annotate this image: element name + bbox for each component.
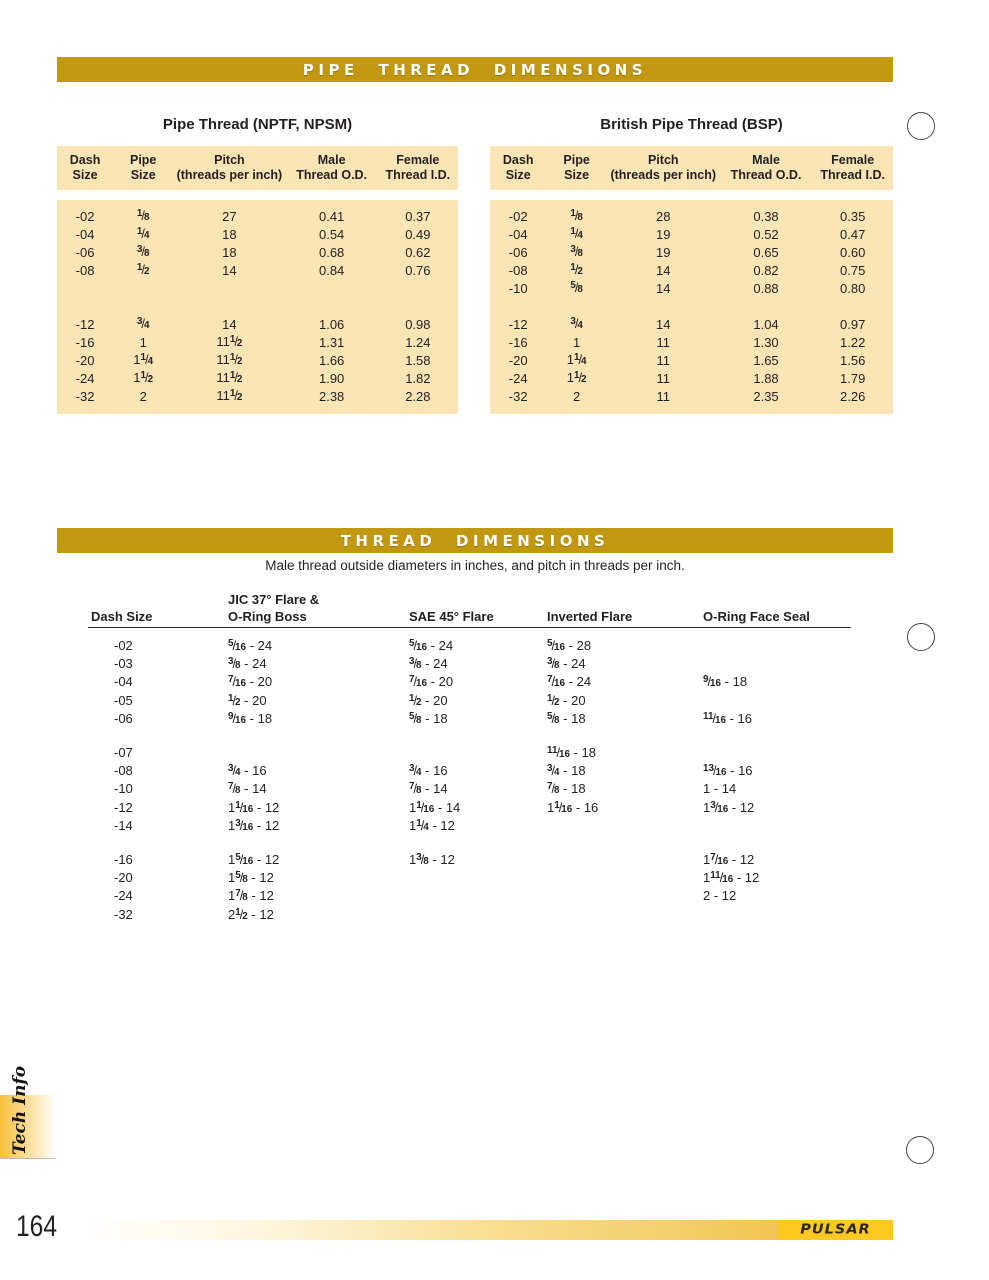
pipe-table-0 bbox=[57, 146, 458, 414]
table-cell: -04 bbox=[114, 674, 133, 690]
table-cell: 1.82 bbox=[405, 370, 431, 386]
table-cell: -20 bbox=[75, 352, 95, 368]
table-cell: 0.52 bbox=[753, 226, 779, 242]
table-cell: 0.37 bbox=[405, 208, 431, 224]
table-cell: 1 - 14 bbox=[703, 781, 737, 797]
table-cell: 19 bbox=[656, 244, 671, 260]
table-row bbox=[57, 207, 458, 225]
table-cell: 1.90 bbox=[318, 370, 345, 386]
table-cell: -02 bbox=[508, 208, 528, 224]
table-cell: $^1$/8 bbox=[136, 208, 150, 224]
table-cell: 0.80 bbox=[840, 280, 866, 296]
table-cell: 1.04 bbox=[753, 316, 779, 332]
table-cell: -32 bbox=[508, 388, 528, 404]
tech-info-tab-label: Tech Info bbox=[10, 1065, 30, 1155]
table-row bbox=[88, 780, 851, 798]
table-cell: 14 bbox=[656, 262, 671, 278]
pipe-table-header-row bbox=[490, 146, 893, 190]
table-row bbox=[57, 333, 458, 351]
table-row bbox=[88, 817, 851, 835]
table-cell: -07 bbox=[114, 744, 133, 760]
table-cell: 1$^7$/8 - 12 bbox=[228, 888, 274, 904]
table-cell: $^3$/4 - 16 bbox=[228, 762, 267, 779]
table-cell: 1$^1$/4 bbox=[566, 352, 587, 368]
table-cell: 2 - 12 bbox=[703, 888, 737, 904]
row-group-spacer bbox=[490, 297, 893, 315]
table-cell: 1$^1$/4 bbox=[133, 352, 154, 368]
table-cell: $^1$/4 bbox=[570, 226, 583, 242]
table-cell: 1 bbox=[573, 334, 581, 350]
table-cell: $^3$/4 bbox=[136, 316, 150, 332]
table-cell: $^5$/16 - 28 bbox=[547, 637, 592, 653]
table-cell: 1$^3$/16 - 12 bbox=[703, 799, 755, 815]
column-header-jic bbox=[228, 591, 409, 625]
tech-info-tab bbox=[0, 1065, 56, 1159]
bsp-table-title: British Pipe Thread (BSP) bbox=[600, 115, 783, 133]
table-cell: $^5$/8 - 18 bbox=[547, 711, 586, 727]
table-row bbox=[57, 369, 458, 387]
column-header-jic-line2: O-Ring Boss bbox=[228, 609, 307, 624]
nptf-table-title: Pipe Thread (NPTF, NPSM) bbox=[162, 115, 353, 133]
table-cell: -24 bbox=[75, 370, 95, 386]
pulsar-logo: PULSAR bbox=[800, 1222, 871, 1238]
table-row bbox=[88, 636, 851, 654]
table-cell: 14 bbox=[656, 316, 671, 332]
table-cell: 1.30 bbox=[753, 334, 779, 350]
table-row bbox=[490, 351, 893, 369]
footer-gradient-bar bbox=[85, 1220, 778, 1240]
table-cell: -12 bbox=[508, 316, 528, 332]
table-cell: 2.28 bbox=[405, 388, 431, 404]
table-cell: 11$^1$/2 bbox=[216, 388, 243, 404]
table-cell: -08 bbox=[75, 262, 95, 278]
table-cell: $^{11}$/16 - 18 bbox=[547, 744, 596, 760]
table-cell: 1$^1$/16 - 16 bbox=[547, 799, 599, 815]
table-cell: $^1$/2 bbox=[136, 262, 150, 278]
table-cell: 0.65 bbox=[753, 244, 779, 260]
row-group-spacer bbox=[88, 835, 851, 850]
table-cell: $^1$/2 - 20 bbox=[547, 692, 586, 708]
thread-dimensions-banner-title: THREAD DIMENSIONS bbox=[340, 531, 610, 550]
table-cell: 11 bbox=[656, 388, 670, 404]
table-cell: $^7$/16 - 20 bbox=[409, 674, 454, 690]
column-header: Pitch (threads per inch) bbox=[176, 153, 283, 182]
thread-dimensions-table bbox=[88, 584, 851, 923]
table-row bbox=[88, 905, 851, 923]
column-header: Female Thread I.D. bbox=[820, 153, 885, 182]
table-cell: 2 bbox=[139, 388, 147, 404]
row-group-spacer bbox=[57, 279, 458, 315]
table-cell: 0.35 bbox=[840, 208, 866, 224]
table-cell: -14 bbox=[114, 818, 133, 834]
table-cell: -20 bbox=[508, 352, 528, 368]
table-cell: 0.97 bbox=[840, 316, 866, 332]
table-cell: 0.38 bbox=[753, 208, 779, 224]
table-row bbox=[57, 243, 458, 261]
row-group-spacer bbox=[88, 728, 851, 743]
table-cell: 2.35 bbox=[753, 388, 779, 404]
table-cell: $^{13}$/16 - 16 bbox=[703, 762, 753, 779]
table-cell: 1$^1$/4 - 12 bbox=[409, 818, 455, 834]
table-cell: -10 bbox=[114, 781, 133, 797]
table-cell: 11$^1$/2 bbox=[216, 334, 243, 350]
table-row bbox=[490, 315, 893, 333]
table-cell: 1$^1$/16 - 12 bbox=[228, 799, 280, 815]
table-cell: $^7$/8 - 14 bbox=[409, 781, 448, 797]
column-header: Male Thread O.D. bbox=[296, 153, 368, 182]
table-cell: $^5$/8 bbox=[570, 280, 583, 296]
page-number: 164 bbox=[16, 1210, 58, 1243]
table-cell: $^3$/8 bbox=[136, 244, 150, 260]
table-cell: -02 bbox=[114, 637, 133, 653]
table-cell: 1$^3$/16 - 12 bbox=[228, 818, 280, 834]
table-cell: 1.58 bbox=[405, 352, 431, 368]
table-cell: 1$^5$/16 - 12 bbox=[228, 851, 280, 867]
column-header-sae: SAE 45° Flare bbox=[409, 609, 494, 624]
table-cell: 0.75 bbox=[840, 262, 866, 278]
table-cell: 1.31 bbox=[318, 334, 345, 350]
table-row bbox=[490, 333, 893, 351]
table-cell: 1.22 bbox=[840, 334, 866, 350]
table-cell: 11$^1$/2 bbox=[216, 352, 243, 368]
table-cell: $^9$/16 - 18 bbox=[228, 711, 273, 727]
table-cell: 18 bbox=[222, 244, 237, 260]
table-row bbox=[490, 369, 893, 387]
pipe-table-body bbox=[490, 200, 893, 414]
table-cell: -24 bbox=[114, 888, 133, 904]
table-cell: 1$^7$/16 - 12 bbox=[703, 851, 755, 867]
table-cell: 11 bbox=[656, 334, 670, 350]
table-row bbox=[490, 243, 893, 261]
table-row bbox=[88, 868, 851, 886]
column-header: Pipe Size bbox=[129, 153, 157, 182]
table-cell: $^7$/16 - 24 bbox=[547, 674, 592, 690]
column-header-jic-line1: JIC 37° Flare & bbox=[228, 592, 320, 607]
table-cell: $^3$/4 bbox=[570, 316, 583, 332]
table-row bbox=[490, 225, 893, 243]
table-row bbox=[88, 761, 851, 779]
table-row bbox=[88, 691, 851, 709]
table-cell: -02 bbox=[75, 208, 95, 224]
table-cell: -06 bbox=[75, 244, 95, 260]
table-cell: 11$^1$/2 bbox=[216, 370, 243, 386]
table-cell: -24 bbox=[508, 370, 528, 386]
table-cell: $^7$/16 - 20 bbox=[228, 674, 273, 690]
table-cell: 1.88 bbox=[753, 370, 779, 386]
table-cell: 1 bbox=[139, 334, 147, 350]
table-cell: -08 bbox=[508, 262, 528, 278]
column-header: Pitch (threads per inch) bbox=[610, 153, 717, 182]
brand-logo-block bbox=[778, 1220, 893, 1240]
table-cell: 0.47 bbox=[840, 226, 866, 242]
table-row bbox=[57, 261, 458, 279]
table-row bbox=[88, 887, 851, 905]
pipe-table-body bbox=[57, 200, 458, 414]
table-row bbox=[490, 387, 893, 405]
table-cell: 14 bbox=[222, 316, 237, 332]
thread-dimensions-rows bbox=[88, 628, 851, 923]
table-cell: $^3$/4 - 16 bbox=[409, 762, 448, 779]
binder-hole-circle-middle bbox=[907, 623, 935, 651]
table-cell: $^7$/8 - 18 bbox=[547, 781, 586, 797]
table-cell: 14 bbox=[222, 262, 237, 278]
column-header: Female Thread I.D. bbox=[385, 153, 451, 182]
table-cell: $^1$/4 bbox=[136, 226, 150, 242]
table-cell: -10 bbox=[508, 280, 528, 296]
pipe-thread-section-banner bbox=[57, 57, 893, 82]
table-row bbox=[88, 743, 851, 761]
table-cell: 0.60 bbox=[840, 244, 866, 260]
pipe-table-header-row bbox=[57, 146, 458, 190]
table-cell: 0.41 bbox=[318, 208, 345, 224]
table-cell: -32 bbox=[114, 906, 133, 922]
table-cell: -12 bbox=[114, 799, 133, 815]
table-row bbox=[57, 351, 458, 369]
table-cell: 1.65 bbox=[753, 352, 779, 368]
column-header-inverted-flare: Inverted Flare bbox=[547, 609, 633, 624]
table-cell: 1.56 bbox=[840, 352, 866, 368]
column-header: Dash Size bbox=[502, 153, 534, 182]
table-cell: -16 bbox=[75, 334, 95, 350]
table-cell: 27 bbox=[222, 208, 237, 224]
thread-dimensions-section-banner bbox=[57, 528, 893, 553]
table-cell: 1$^{11}$/16 - 12 bbox=[703, 869, 760, 886]
table-cell: $^3$/8 - 24 bbox=[409, 655, 448, 672]
table-cell: $^{11}$/16 - 16 bbox=[703, 711, 752, 727]
table-cell: $^9$/16 - 18 bbox=[703, 674, 748, 690]
pipe-table-1 bbox=[490, 146, 893, 414]
column-header-oring-face-seal: O-Ring Face Seal bbox=[703, 609, 810, 624]
table-cell: $^3$/8 bbox=[570, 244, 583, 260]
table-cell: 2 bbox=[573, 388, 581, 404]
table-cell: -16 bbox=[114, 851, 133, 867]
column-header-dash-size: Dash Size bbox=[91, 609, 153, 624]
table-row bbox=[57, 225, 458, 243]
table-cell: 1$^5$/8 - 12 bbox=[228, 869, 274, 886]
table-cell: 0.49 bbox=[405, 226, 431, 242]
table-cell: 1.24 bbox=[405, 334, 431, 350]
table-cell: $^3$/8 - 24 bbox=[547, 655, 586, 672]
table-cell: 2$^1$/2 - 12 bbox=[228, 906, 274, 922]
table-cell: 0.76 bbox=[405, 262, 431, 278]
table-row bbox=[88, 850, 851, 868]
table-cell: -20 bbox=[114, 869, 133, 885]
table-cell: 28 bbox=[656, 208, 671, 224]
table-cell: 2.38 bbox=[318, 388, 345, 404]
table-row bbox=[88, 673, 851, 691]
table-row bbox=[88, 654, 851, 672]
table-cell: 0.62 bbox=[405, 244, 431, 260]
table-cell: $^5$/8 - 18 bbox=[409, 711, 448, 727]
table-cell: -06 bbox=[114, 711, 133, 727]
table-cell: $^1$/2 - 20 bbox=[409, 692, 448, 708]
table-cell: 0.98 bbox=[405, 316, 431, 332]
table-cell: 1$^1$/2 bbox=[133, 370, 154, 386]
table-cell: $^5$/16 - 24 bbox=[228, 637, 273, 653]
thread-dimensions-header-row bbox=[88, 584, 851, 628]
table-row bbox=[490, 279, 893, 297]
table-cell: 11 bbox=[656, 352, 670, 368]
table-cell: $^5$/16 - 24 bbox=[409, 637, 454, 653]
column-header: Male Thread O.D. bbox=[730, 153, 802, 182]
table-cell: $^7$/8 - 14 bbox=[228, 781, 267, 797]
table-cell: 1.79 bbox=[840, 370, 866, 386]
pipe-thread-banner-title: PIPE THREAD DIMENSIONS bbox=[302, 60, 648, 79]
table-cell: 14 bbox=[656, 280, 671, 296]
table-cell: -06 bbox=[508, 244, 528, 260]
table-cell: 1$^1$/16 - 14 bbox=[409, 799, 461, 815]
table-cell: 0.68 bbox=[318, 244, 345, 260]
table-cell: -04 bbox=[508, 226, 528, 242]
table-cell: 19 bbox=[656, 226, 671, 242]
table-cell: 1.66 bbox=[318, 352, 345, 368]
table-cell: $^1$/2 - 20 bbox=[228, 692, 267, 708]
table-cell: $^1$/2 bbox=[570, 262, 583, 278]
table-cell: 0.84 bbox=[318, 262, 345, 278]
column-header: Dash Size bbox=[69, 153, 101, 182]
table-row bbox=[490, 261, 893, 279]
table-cell: $^1$/8 bbox=[570, 208, 583, 224]
table-row bbox=[57, 387, 458, 405]
table-row bbox=[490, 207, 893, 225]
table-cell: -03 bbox=[114, 656, 133, 672]
table-cell: 0.88 bbox=[753, 280, 779, 296]
table-cell: 2.26 bbox=[840, 388, 866, 404]
table-cell: -32 bbox=[75, 388, 95, 404]
binder-hole-circle-bottom bbox=[906, 1136, 934, 1164]
table-cell: -08 bbox=[114, 763, 133, 779]
table-cell: -05 bbox=[114, 692, 133, 708]
table-cell: 1$^3$/8 - 12 bbox=[409, 851, 455, 867]
table-cell: -04 bbox=[75, 226, 95, 242]
thread-dimensions-subtitle: Male thread outside diameters in inches, and pitch in threads per inch. bbox=[265, 558, 685, 573]
table-cell: 0.82 bbox=[753, 262, 779, 278]
table-row bbox=[88, 710, 851, 728]
table-cell: 1$^1$/2 bbox=[566, 370, 587, 386]
table-cell: -12 bbox=[75, 316, 95, 332]
table-row bbox=[88, 798, 851, 816]
binder-hole-circle-top bbox=[907, 112, 935, 140]
table-cell: $^3$/8 - 24 bbox=[228, 655, 267, 672]
table-cell: -16 bbox=[508, 334, 528, 350]
table-cell: 11 bbox=[656, 370, 670, 386]
column-header: Pipe Size bbox=[563, 153, 590, 182]
table-row bbox=[57, 315, 458, 333]
table-cell: $^3$/4 - 18 bbox=[547, 762, 586, 779]
table-cell: 18 bbox=[222, 226, 237, 242]
table-cell: 0.54 bbox=[318, 226, 345, 242]
table-cell: 1.06 bbox=[318, 316, 345, 332]
